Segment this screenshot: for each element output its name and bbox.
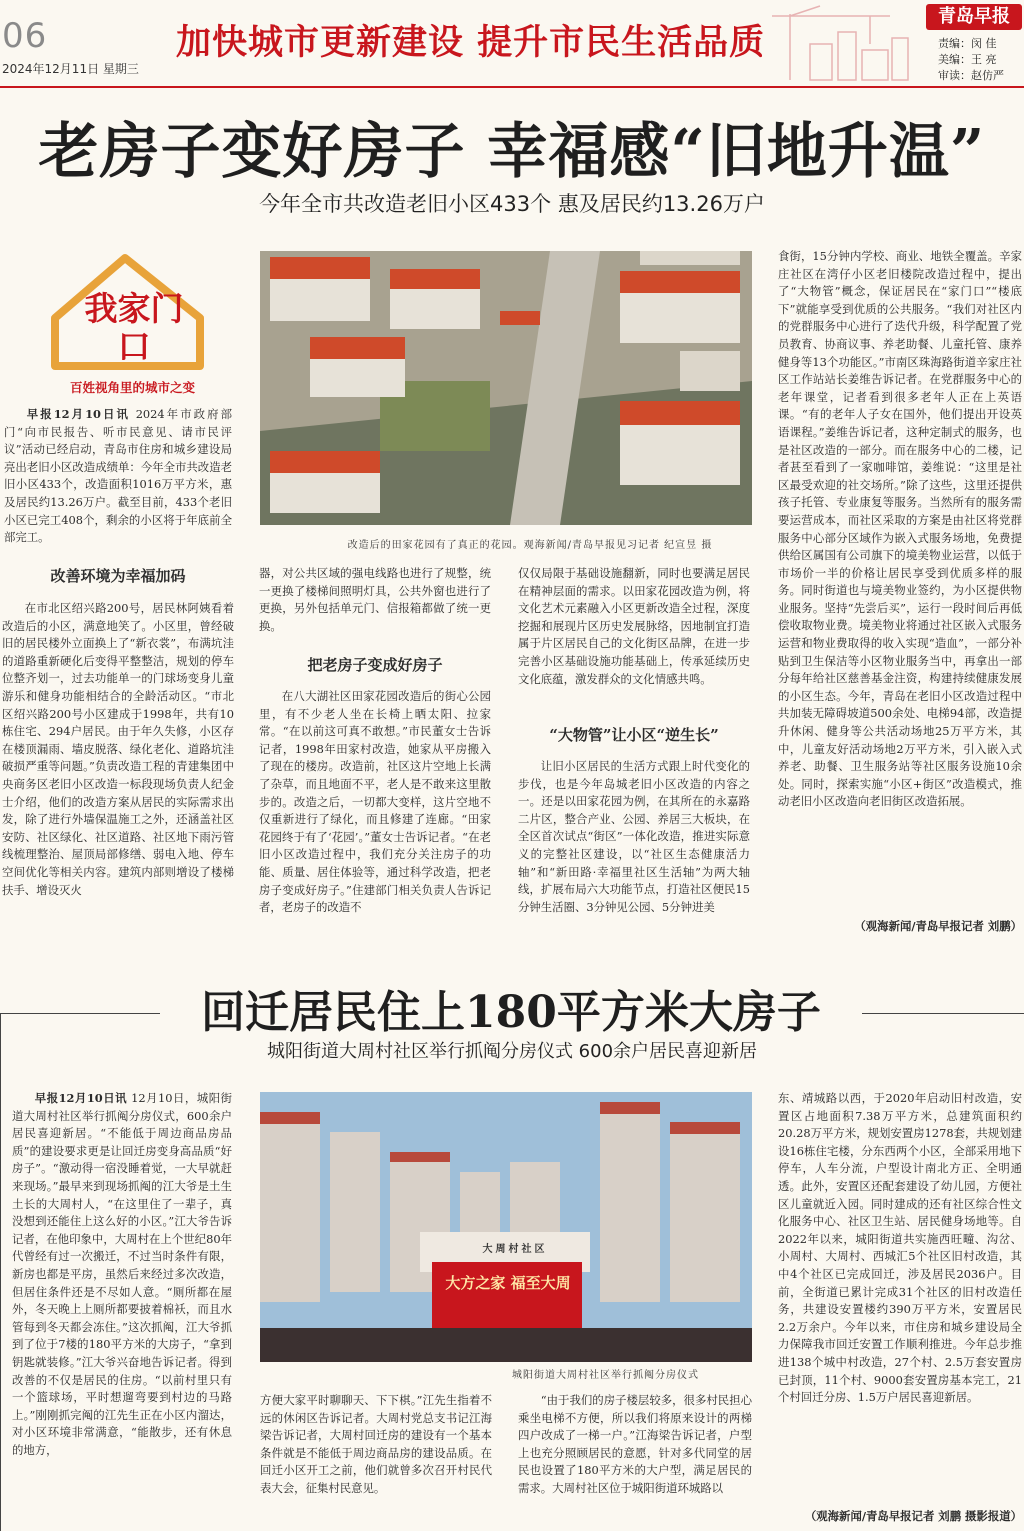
story2-col4 — [778, 1090, 1022, 1504]
stage-sign: 大周村社区 — [482, 1244, 548, 1255]
stage-slogan: 大方之家 福至大周 — [445, 1274, 571, 1292]
logo-text: 青岛早报 — [938, 6, 1010, 27]
lead-label: 早报12月10日讯 — [26, 407, 130, 421]
col2a-text: 器，对公共区域的强电线路也进行了规整，统一更换了楼梯间照明灯具，公共外窗也进行了更换，另外包括单元门、信报箱都做了统一更换。 — [259, 566, 491, 633]
event-photo-caption: 城阳街道大周村社区举行抓阄分房仪式 — [512, 1370, 699, 1381]
story1-subhead-1: 改善环境为幸福加码 — [50, 567, 186, 585]
col4-text: 食街，15分钟内学校、商业、地铁全覆盖。辛家庄社区在湾仔小区老旧楼院改造过程中，提出了“大物管”概念，保证居民在“家门口”“楼底下”就能享受到优质的公共服务。“我们对社区内的党群服务中心进行了迭代升级，科学配置了党员教育、协商议事、养老助餐、儿童托管、康养健身等13个功能区。”市南区珠海路街道辛家庄社区工作站站长姜维告诉记者。在党群服务中心的老年课堂，记者看到很多老年人正在上英语课。“有的老年人子女在国外，他们提出开设英语课程。”姜维告诉记者，这种定制式的服务，也是社区改造的一部分。而在服务中心的二楼，记者甚至看到了一家咖啡馆，姜维说：“这里是社区最受欢迎的社交场所。”除了这些，这里还提供孩子托管、专业康复等服务。当然所有的服务需要运营成本，而社区采取的方案是由社区将党群服务中心部分区域作为嵌入式服务场地，免费提供给区属国有公司旗下的境美物业运营，以低于市场价一半的价格让居民享受到优质多样的服务。同时街道也与境美物业签约，为小区提供物业服务。坚持“先尝后买”，运行一段时间后再低偿收取物业费。境美物业将通过社区嵌入式服务运营和物业费取得的收入实现“造血”，一部分补贴到卫生保洁等小区物业服务当中，再拿出一部分每年给社区慈善基金注资，构建持续健康发展的小区生态。今年，青岛在老旧小区改造过程中共加装无障碍坡道500余处、电梯94部，改造提升休闲、健身等公共活动场地25万平方米，其中，儿童友好活动场地2万平方米，引入嵌入式养老、助餐、卫生服务站等社区服务设施10余处。同时，探索实施“小区+街区”改造模式，推动老旧小区改造向老旧街区改造拓展。 — [778, 249, 1022, 809]
story2-col1-text: 12月10日，城阳街道大周村社区举行抓阄分房仪式，600余户居民喜迎新居。“不能低于周边商品房品质”的建设要求更是让回迁房变身高品质“好房子”。“激动得一宿没睡着觉，一大早就赶来现场。”最早来到现场抓阄的江大爷是土生土长的大周村人，“在这里住了一辈子，真没想到还能住上这么好的小区。”江大爷告诉记者，在他印象中，大周村在上个世纪80年代曾经有过一次搬迁，不过当时条件有限，新房也都是平房，虽然后来经过多次改造，但居住条件还是不尽如人意。“厕所都在屋外，冬天晚上上厕所都要披着棉袄，而且水管每到冬天都会冻住。”这次抓阄，江大爷抓到了位于7楼的180平方米的大房子，“拿到钥匙就装修。”江大爷兴奋地告诉记者。得到改善的不仅是居民的住房。“以前村里只有一个篮球场，平时想遛弯要到村边的马路上。”刚刚抓完阄的江先生正在小区内溜达，对小区环境非常满意，“能散步，还有休息的地方， — [12, 1091, 232, 1457]
story2-subheadline: 城阳街道大周村社区举行抓阄分房仪式 600余户居民喜迎新居 — [266, 1041, 758, 1062]
story2-col1 — [12, 1090, 232, 1526]
story1-col1 — [2, 600, 234, 934]
story2-col3-text: “由于我们的房子楼层较多，很多村民担心乘坐电梯不方便，所以我们将原来设计的两梯四户改成了一梯一户。”江海梁告诉记者，户型上也充分照顾居民的意愿，针对多代同堂的居民也设置了180平方米的大户型，满足居民的需求。大周村社区位于城阳街道环城路以 — [518, 1393, 752, 1495]
story1-col2b — [259, 688, 491, 936]
aerial-photo — [260, 251, 752, 525]
col3b-text: 让旧小区居民的生活方式跟上时代变化的步伐，也是今年岛城老旧小区改造的内容之一。还是以田家花园为例，在其所在的永嘉路二片区，整合产业、公园、养居三大板块，在全区首次试点“街区”一体化改造，推进实际意义的完整社区建设，以“社区生态健康活力轴”和“新田路·幸福里社区生活轴”为两大轴线，扩展布局六大功能节点，打造社区便民15分钟生活圈、3分钟见公园、5分钟进美 — [518, 759, 750, 914]
skyline-decoration — [770, 4, 920, 82]
lead-label: 早报12月10日讯 — [34, 1091, 127, 1105]
story1-headline: 老房子变好房子 幸福感“旧地升温” — [38, 117, 986, 187]
col2b-text: 在八大湖社区田家花园改造后的街心公园里，有不少老人坐在长椅上晒太阳、拉家常。“在以前这可真不敢想。”市民董女士告诉记者，1998年田家村改造，她家从平房搬入了现在的楼房。改造前，社区这片空地上长满了杂草，而且地面不平，老人是不敢来这里散步的。改造之后，一切都大变样，这片空地不仅重新进行了绿化，而且修建了连廊。“田家花园终于有了‘花园’。”董女士告诉记者。“在老旧小区改造过程中，我们充分关注房子的功能、质量、居住体验等，通过科学改造，把老房子变成好房子。”住建部门相关负责人告诉记者，老房子的改造不 — [259, 689, 491, 915]
editor-line: 审读：赵仿严 — [938, 69, 1004, 82]
column-logo-subtitle: 百姓视角里的城市之变 — [69, 380, 195, 395]
col3a-text: 仅仅局限于基础设施翻新，同时也要满足居民在精神层面的需求。以田家花园改造为例，将文化艺术元素融入小区更新改造全过程，深度挖掘和展现片区历史发展脉络，因地制宜打造属于片区居民自己的文化街区品牌，在进一步完善小区基础设施功能基础上，传承延续历史文化底蕴，激发群众的文化情感共鸣。 — [518, 566, 750, 686]
story1-subhead-2: 把老房子变成好房子 — [307, 656, 443, 674]
story1-byline: （观海新闻/青岛早报记者 刘鹏） — [854, 919, 1022, 933]
story1-col3a — [518, 565, 750, 707]
section-banner: 加快城市更新建设 提升市民生活品质 — [176, 22, 766, 63]
lead-text: 2024年市政府部门“向市民报告、听市民意见、请市民评议”活动已经启动，青岛市住房和城乡建设局亮出老旧小区改造成绩单：今年全市共改造老旧小区433个，改造面积1016万平方米，惠及居民约13.26万户。截至目前，433个老旧小区已完工408个，剩余的小区将于年底前全部完工。 — [4, 407, 232, 545]
story1-subhead-3: “大物管”让小区“逆生长” — [549, 726, 719, 744]
story2-col2 — [260, 1392, 492, 1528]
story2-frame-left — [0, 1013, 1, 1531]
editor-line: 责编：闵 佳 — [938, 37, 997, 50]
event-photo — [260, 1092, 752, 1362]
story2-headline: 回迁居民住上180平方米大房子 — [201, 987, 821, 1038]
story-divider — [0, 1013, 160, 1014]
story2-col3 — [518, 1392, 752, 1528]
col1-text: 在市北区绍兴路200号，居民林阿姨看着改造后的小区，满意地笑了。小区里，曾经破旧的居民楼外立面换上了“新衣裳”，布满坑洼的道路重新硬化后变得平整整洁，规划的停车位整齐划一，过去功能单一的门球场变身儿童游乐和健身功能相结合的全龄活动区。“市北区绍兴路200号小区建成于1998年，共有10栋住宅、294户居民。由于年久失修，小区存在楼顶漏雨、墙皮脱落、绿化老化、道路坑洼破损严重等问题。”负责改造工程的青建集团中央商务区老旧小区改造一标段现场负责人纪金士介绍，他们的改造方案从居民的实际需求出发，除了进行外墙保温施工之外，还涵盖社区安防、社区绿化、社区道路、社区地下雨污管线梳理整治、屋顶局部修缮、弱电入地、停车空间优化等相关内容。建筑内部则增设了楼梯扶手、增设灭火 — [2, 601, 234, 897]
story-divider — [862, 1013, 1024, 1014]
page-number: 06 — [2, 16, 48, 56]
editor-credits — [938, 36, 1004, 84]
column-logo — [40, 248, 225, 398]
editor-line: 美编：王 亮 — [938, 53, 997, 66]
story1-subheadline: 今年全市共改造老旧小区433个 惠及居民约13.26万户 — [259, 192, 765, 216]
story2-byline: （观海新闻/青岛早报记者 刘鹏 摄影报道） — [804, 1509, 1022, 1523]
story2-col4-text: 东、靖城路以西，于2020年启动旧村改造，安置区占地面积7.38万平方米，总建筑面积约20.28万平方米，规划安置房1278套，共规划建设16栋住宅楼，分东西两个小区，全部采用地下停车，人车分流，户型设计南北方正、全明通透。此外，安置区还配套建设了幼儿园，方便社区儿童就近入园。同时建成的还有社区综合性文化服务中心、社区卫生站、居民健身场地等。自2022年以来，城阳街道共实施西旺疃、沟岔、小周村、大周村、西城汇5个社区旧村改造，其中4个社区已完成回迁，涉及居民2036户。目前，全街道已累计完成31个社区的旧村改造任务，共建设安置楼约390万平方米，安置居民2.2万余户。今年以来，市住房和城乡建设局全力保障我市回迁安置工作顺利推进。今年总步推进138个城中村改造，27个村、2.5万套安置房已封顶，11个村、9000套安置房基本完工，21个村回迁分房、1.5万户居民喜迎新居。 — [778, 1091, 1022, 1405]
aerial-photo-caption: 改造后的田家花园有了真正的花园。观海新闻/青岛早报见习记者 纪宣昱 摄 — [347, 540, 713, 551]
newspaper-logo — [926, 4, 1022, 30]
story1-lead — [4, 406, 232, 548]
story1-col3b — [518, 758, 750, 936]
header-rule — [0, 86, 1024, 88]
issue-date: 2024年12月11日 星期三 — [2, 62, 139, 76]
story1-col4 — [778, 248, 1022, 916]
story2-col2-text: 方便大家平时聊聊天、下下棋。”江先生指着不远的休闲区告诉记者。大周村党总支书记江海梁告诉记者，大周村回迁房的建设有一个基本条件就是不能低于周边商品房的建设品质。在回迁小区开工之前，他们就曾多次召开村民代表大会，征集村民意见。 — [260, 1393, 492, 1495]
column-logo-title: 我家门口 — [84, 289, 184, 366]
story1-col2a — [259, 565, 491, 637]
